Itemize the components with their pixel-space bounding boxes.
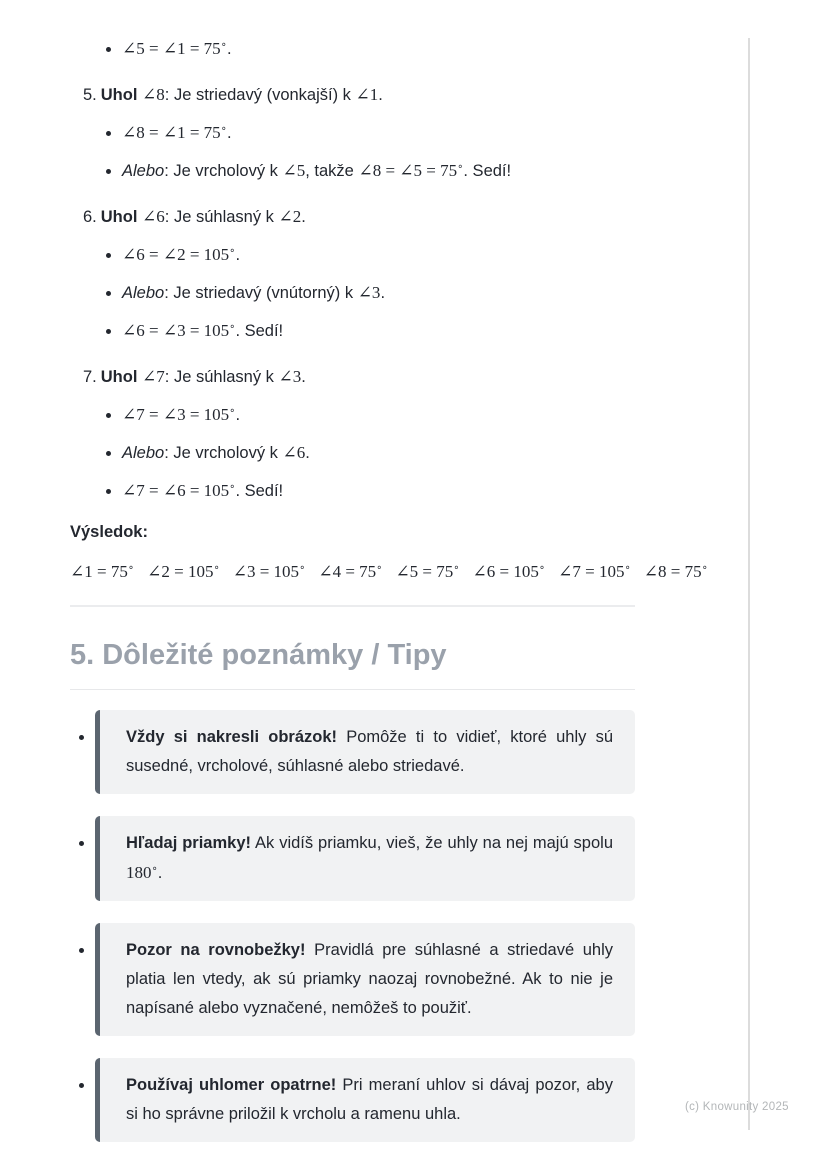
numbered-item: 7. Uhol ∠7: Je súhlasný k ∠3. (83, 367, 306, 386)
math-expression: ∠5 = ∠1 = 75∘ (122, 39, 227, 58)
tip-callout: • Používaj uhlomer opatrne! Pri meraní uhlov si dávaj pozor, aby si ho správne priložil k vrcholu a ramenu uhla. (95, 1058, 635, 1142)
math-expression: ∠1 = 75∘ (70, 562, 135, 581)
item-number: 7. (83, 368, 97, 386)
math-expression: ∠1 (355, 85, 379, 104)
document-content (70, 0, 708, 1142)
orphan-bullet-list (70, 36, 635, 62)
list-item: • ∠7 = ∠6 = 105∘. Sedí! (122, 478, 635, 504)
sub-bullet-list (70, 402, 635, 504)
page-edge-line (748, 38, 750, 1130)
math-expression: ∠4 = 75∘ (318, 562, 383, 581)
math-expression: ∠6 (142, 207, 165, 226)
tips-list (70, 710, 635, 1142)
tip-item (95, 1058, 635, 1142)
numbered-item: 6. Uhol ∠6: Je súhlasný k ∠2. (83, 207, 306, 226)
list-item: • Alebo: Je vrcholový k ∠5, takže ∠8 = ∠5 = 75∘. Sedí! (122, 158, 635, 184)
tip-item (95, 923, 635, 1036)
item-number: 6. (83, 208, 97, 226)
tip-callout: • Pozor na rovnobežky! Pravidlá pre súhlasné a striedavé uhly platia len vtedy, ak sú priamky naozaj rovnobežné. Ak to nie je napísané alebo vyznačené, nemôžeš to použiť. (95, 923, 635, 1036)
tip-callout: • Vždy si nakresli obrázok! Pomôže ti to vidieť, ktoré uhly sú susedné, vrcholové, súhlasné alebo striedavé. (95, 710, 635, 794)
sub-bullet-list (70, 242, 635, 344)
section-divider (70, 605, 635, 607)
math-expression: ∠7 = ∠6 = 105∘ (122, 481, 236, 500)
math-expression: ∠2 = 105∘ (147, 562, 220, 581)
math-expression: ∠3 = 105∘ (232, 562, 306, 581)
math-expression: ∠8 = ∠1 = 75∘ (122, 123, 227, 142)
math-expression: ∠5 = 75∘ (395, 562, 460, 581)
math-expression: ∠7 (142, 367, 165, 386)
math-expression: 180∘ (126, 863, 158, 882)
math-expression: ∠3 (357, 283, 381, 302)
math-expression: ∠8 = 75∘ (643, 562, 708, 581)
math-expression: ∠6 = ∠2 = 105∘ (122, 245, 236, 264)
list-item: • ∠6 = ∠2 = 105∘. (122, 242, 635, 268)
section-heading: 5. Dôležité poznámky / Tipy (70, 637, 635, 690)
numbered-list (70, 82, 635, 504)
result-line (70, 559, 708, 585)
list-item: • ∠7 = ∠3 = 105∘. (122, 402, 635, 428)
tip-callout: • Hľadaj priamky! Ak vidíš priamku, vieš, že uhly na nej majú spolu 180∘. (95, 816, 635, 901)
list-item: • Alebo: Je vrcholový k ∠6. (122, 440, 635, 466)
sub-bullet-list (70, 120, 635, 184)
list-item: • Alebo: Je striedavý (vnútorný) k ∠3. (122, 280, 635, 306)
math-expression: ∠7 = ∠3 = 105∘ (122, 405, 236, 424)
tip-item (95, 816, 635, 901)
math-expression: ∠8 = ∠5 = 75∘ (358, 161, 464, 180)
math-expression: ∠7 = 105∘ (558, 562, 631, 581)
math-expression: ∠6 (282, 443, 306, 462)
list-item: • ∠8 = ∠1 = 75∘. (122, 120, 635, 146)
math-expression: ∠8 (142, 85, 165, 104)
math-expression: ∠2 (278, 207, 302, 226)
math-expression: ∠6 = 105∘ (472, 562, 546, 581)
list-item: • ∠5 = ∠1 = 75∘. (122, 36, 635, 62)
math-expression: ∠5 (282, 161, 306, 180)
math-expression: ∠3 (278, 367, 302, 386)
list-item: • ∠6 = ∠3 = 105∘. Sedí! (122, 318, 635, 344)
tip-item (95, 710, 635, 794)
numbered-item: 5. Uhol ∠8: Je striedavý (vonkajší) k ∠1. (83, 85, 383, 104)
math-expression: ∠6 = ∠3 = 105∘ (122, 321, 236, 340)
footer-credit: (c) Knowunity 2025 (685, 1101, 789, 1113)
result-label: Výsledok: (70, 523, 148, 541)
item-number: 5. (83, 86, 97, 104)
